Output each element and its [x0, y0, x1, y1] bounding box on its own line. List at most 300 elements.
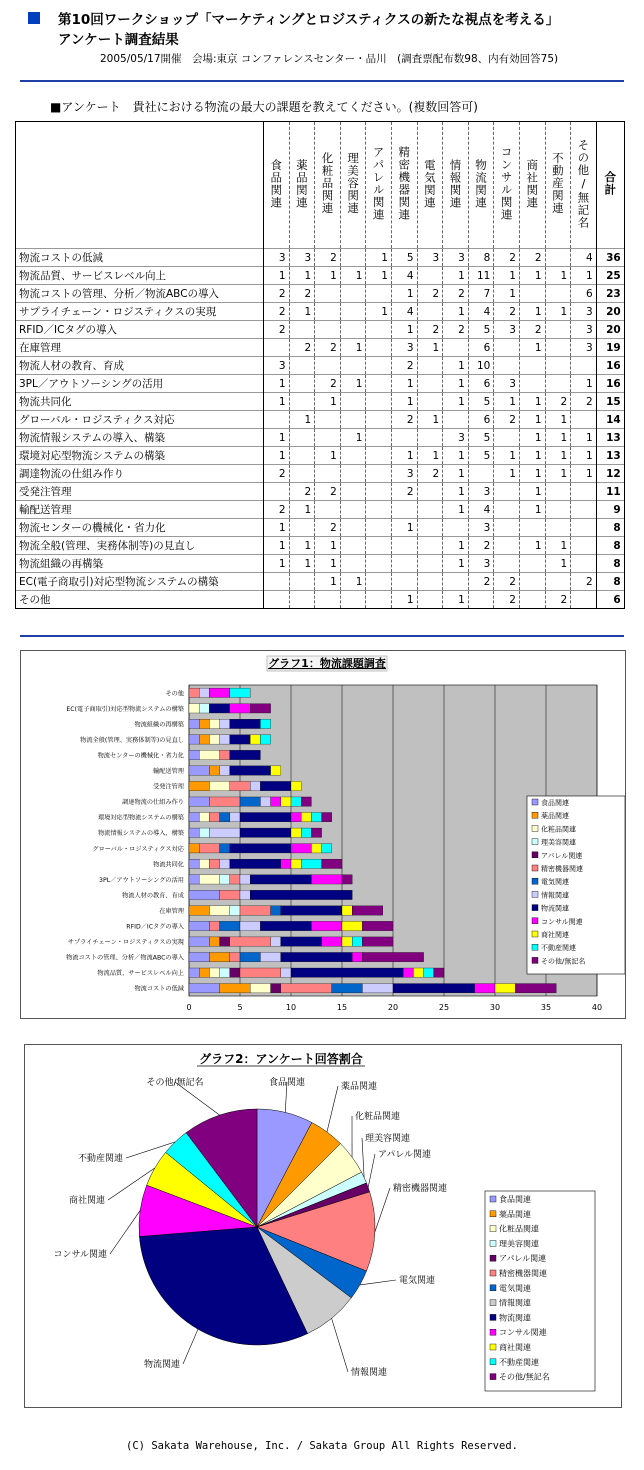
table-cell — [417, 591, 443, 609]
table-cell: 2 — [315, 519, 341, 537]
y-category-label: 環境対応型物流システムの構築 — [97, 814, 184, 822]
legend-swatch — [490, 1300, 496, 1306]
table-cell: 1 — [289, 267, 315, 285]
row-total: 20 — [596, 321, 624, 339]
table-cell — [315, 501, 341, 519]
bar-segment — [342, 937, 352, 946]
bar-segment — [352, 906, 383, 915]
table-cell — [545, 375, 571, 393]
bar-segment — [413, 968, 423, 977]
table-cell — [340, 555, 366, 573]
bar-segment — [189, 688, 199, 697]
table-cell: 1 — [443, 357, 469, 375]
table-cell: 1 — [519, 429, 545, 447]
table-cell: 1 — [340, 339, 366, 357]
table-cell — [289, 573, 315, 591]
bar-segment — [230, 968, 240, 977]
table-cell: 1 — [264, 537, 290, 555]
bar-segment — [281, 937, 322, 946]
table-cell: 2 — [519, 249, 545, 267]
legend-label: アパレル関連 — [499, 1254, 547, 1264]
slice-label: 不動産関連 — [77, 1154, 123, 1164]
table-cell — [340, 591, 366, 609]
table-cell — [264, 411, 290, 429]
bar-segment — [240, 828, 291, 837]
table-cell: 1 — [571, 375, 597, 393]
table-cell — [289, 591, 315, 609]
legend-label: その他/無記名 — [499, 1372, 550, 1382]
legend-swatch — [532, 852, 538, 858]
row-total: 6 — [596, 591, 624, 609]
table-cell: 1 — [519, 393, 545, 411]
table-cell — [366, 411, 392, 429]
bar-segment — [240, 921, 260, 930]
bar-segment — [220, 968, 230, 977]
table-cell: 1 — [340, 267, 366, 285]
table-cell — [315, 411, 341, 429]
slice-label: 食品関連 — [268, 1078, 306, 1088]
row-total: 12 — [596, 465, 624, 483]
legend-swatch — [490, 1240, 496, 1246]
bar-segment — [230, 813, 240, 822]
table-cell: 1 — [315, 447, 341, 465]
row-label: 物流情報システムの導入、構築 — [16, 429, 264, 447]
bar-segment — [220, 875, 230, 884]
legend-swatch — [532, 878, 538, 884]
bar-segment — [189, 813, 199, 822]
table-cell: 1 — [391, 285, 417, 303]
table-cell — [366, 483, 392, 501]
table-cell: 11 — [468, 267, 494, 285]
table-cell: 2 — [443, 285, 469, 303]
table-cell: 1 — [391, 393, 417, 411]
bar-segment — [271, 797, 281, 806]
bar-segment — [291, 844, 311, 853]
bar-segment — [311, 828, 321, 837]
bar-segment — [250, 890, 352, 899]
table-cell: 1 — [443, 375, 469, 393]
legend-label: 食品関連 — [541, 799, 569, 807]
table-row — [16, 267, 625, 285]
legend-swatch — [490, 1270, 496, 1276]
table-cell — [340, 249, 366, 267]
column-header-label: 不動産関連 — [550, 152, 565, 215]
table-cell — [519, 573, 545, 591]
bar-segment — [393, 984, 475, 993]
table-column-header — [571, 122, 597, 249]
bar-segment — [189, 859, 199, 868]
y-category-label: EC(電子商取引)対応型物流システムの構築 — [66, 705, 184, 713]
table-cell — [545, 339, 571, 357]
legend-swatch — [532, 891, 538, 897]
legend-label: 精密機器関連 — [541, 865, 583, 873]
row-label: 物流コストの低減 — [16, 249, 264, 267]
y-category-label: 物流コストの管理、分析／物流ABCの導入 — [66, 954, 184, 962]
x-tick-label: 40 — [591, 1003, 603, 1012]
table-cell — [545, 573, 571, 591]
bar-segment — [240, 952, 260, 961]
bar-segment — [199, 735, 209, 744]
bar-segment — [209, 688, 229, 697]
table-cell — [443, 411, 469, 429]
x-tick-label: 25 — [438, 1003, 450, 1012]
table-cell — [545, 501, 571, 519]
table-row — [16, 393, 625, 411]
table-cell: 2 — [468, 537, 494, 555]
table-cell: 3 — [289, 249, 315, 267]
bar-segment — [271, 766, 281, 775]
bar-segment — [281, 906, 342, 915]
table-cell — [494, 501, 520, 519]
bar-segment — [250, 875, 311, 884]
table-cell — [340, 537, 366, 555]
table-cell: 2 — [264, 321, 290, 339]
legend-label: 化粧品関連 — [499, 1224, 539, 1234]
table-cell: 1 — [545, 267, 571, 285]
table-cell: 2 — [545, 591, 571, 609]
y-category-label: 物流コストの低減 — [134, 985, 184, 993]
bar-segment — [199, 875, 219, 884]
table-cell — [571, 591, 597, 609]
legend-swatch — [532, 905, 538, 911]
legend-label: 電気関連 — [541, 878, 569, 887]
table-cell — [264, 573, 290, 591]
table-cell — [494, 519, 520, 537]
table-cell: 5 — [468, 321, 494, 339]
legend-swatch — [532, 931, 538, 937]
bar-segment — [362, 937, 393, 946]
legend-label: アパレル関連 — [541, 851, 583, 860]
x-tick-label: 10 — [285, 1003, 297, 1012]
table-cell: 1 — [494, 447, 520, 465]
table-cell: 1 — [494, 267, 520, 285]
bar-segment — [189, 875, 199, 884]
table-cell — [289, 321, 315, 339]
table-cell — [315, 357, 341, 375]
row-label: 環境対応型物流システムの構築 — [16, 447, 264, 465]
bar-segment — [240, 906, 271, 915]
table-cell: 2 — [571, 573, 597, 591]
legend-label: 不動産関連 — [499, 1357, 539, 1367]
row-label: 調達物流の仕組み作り — [16, 465, 264, 483]
table-cell: 2 — [264, 465, 290, 483]
bar-segment — [220, 890, 240, 899]
table-cell — [468, 591, 494, 609]
table-cell: 1 — [571, 267, 597, 285]
legend-label: 理美容関連 — [499, 1239, 539, 1249]
table-cell — [340, 411, 366, 429]
table-cell: 3 — [571, 321, 597, 339]
legend-label: 精密機器関連 — [499, 1269, 547, 1278]
leader-line — [368, 1154, 375, 1187]
table-cell: 3 — [391, 465, 417, 483]
table-cell — [366, 465, 392, 483]
row-total: 15 — [596, 393, 624, 411]
table-cell: 1 — [315, 555, 341, 573]
row-label: 物流センターの機械化・省力化 — [16, 519, 264, 537]
table-column-header — [443, 122, 469, 249]
table-cell — [519, 591, 545, 609]
table-cell — [366, 519, 392, 537]
x-tick-label: 35 — [540, 1003, 552, 1012]
row-label: 輸配送管理 — [16, 501, 264, 519]
bar-segment — [281, 984, 332, 993]
table-cell: 1 — [315, 267, 341, 285]
table-cell — [315, 285, 341, 303]
table-cell — [366, 429, 392, 447]
row-total: 23 — [596, 285, 624, 303]
table-cell: 3 — [571, 303, 597, 321]
y-category-label: その他 — [165, 690, 184, 698]
bar-segment — [220, 813, 230, 822]
table-cell — [289, 447, 315, 465]
table-row — [16, 285, 625, 303]
column-header-label: 電気関連 — [422, 158, 437, 209]
bar-segment — [189, 968, 199, 977]
bar-segment — [209, 952, 229, 961]
table-cell: 1 — [366, 303, 392, 321]
bar-segment — [362, 952, 423, 961]
bar-segment — [230, 781, 250, 790]
table-cell: 1 — [545, 465, 571, 483]
table-cell: 2 — [391, 357, 417, 375]
table-cell — [494, 555, 520, 573]
bar-segment — [189, 766, 209, 775]
slice-label: 化粧品関連 — [355, 1112, 401, 1122]
legend-label: 薬品関連 — [499, 1209, 531, 1219]
table-cell: 2 — [289, 483, 315, 501]
results-table — [15, 121, 625, 609]
table-cell: 1 — [519, 447, 545, 465]
table-cell: 1 — [443, 483, 469, 501]
bar-segment — [311, 813, 321, 822]
table-cell — [571, 411, 597, 429]
leader-line — [375, 1188, 390, 1232]
bar-segment — [515, 984, 556, 993]
chart1-title: グラフ1：物流課題調査 — [268, 657, 386, 670]
y-category-label: 物流共同化 — [153, 861, 184, 869]
bar-segment — [281, 952, 352, 961]
table-cell — [315, 465, 341, 483]
bar-segment — [230, 875, 240, 884]
table-cell: 1 — [545, 447, 571, 465]
table-cell — [340, 447, 366, 465]
table-cell: 1 — [571, 429, 597, 447]
table-cell: 3 — [443, 249, 469, 267]
table-cell: 3 — [264, 249, 290, 267]
table-cell — [366, 339, 392, 357]
legend-label: その他/無記名 — [541, 957, 586, 966]
row-label: 物流品質、サービスレベル向上 — [16, 267, 264, 285]
bar-segment — [260, 797, 270, 806]
bar-segment — [271, 984, 281, 993]
table-cell: 2 — [264, 285, 290, 303]
bar-segment — [220, 921, 240, 930]
table-column-header — [417, 122, 443, 249]
table-cell — [417, 429, 443, 447]
bar-segment — [209, 906, 229, 915]
table-cell — [289, 429, 315, 447]
bar-segment — [301, 797, 311, 806]
legend-label: 商社関連 — [541, 931, 569, 939]
chart2-svg — [25, 1045, 621, 1407]
bar-segment — [230, 719, 261, 728]
legend-swatch — [532, 865, 538, 871]
table-cell: 2 — [494, 249, 520, 267]
bar-segment — [189, 952, 209, 961]
bar-segment — [209, 704, 229, 713]
bar-segment — [301, 859, 321, 868]
table-cell: 4 — [391, 267, 417, 285]
table-cell: 3 — [468, 483, 494, 501]
table-cell: 1 — [264, 519, 290, 537]
table-cell: 2 — [494, 411, 520, 429]
row-label: サプライチェーン・ロジスティクスの実現 — [16, 303, 264, 321]
bar-segment — [209, 859, 219, 868]
table-cell: 1 — [519, 411, 545, 429]
bar-segment — [199, 844, 219, 853]
table-cell: 2 — [315, 249, 341, 267]
bar-segment — [301, 828, 311, 837]
table-cell — [443, 339, 469, 357]
y-category-label: 輸配送管理 — [153, 768, 184, 776]
bar-segment — [250, 704, 270, 713]
question-text: ■アンケート 貴社における物流の最大の課題を教えてください。(複数回答可) — [50, 100, 478, 114]
table-cell: 1 — [494, 285, 520, 303]
table-row — [16, 447, 625, 465]
table-cell — [545, 483, 571, 501]
legend-swatch — [532, 839, 538, 845]
table-cell — [443, 519, 469, 537]
bar-segment — [495, 984, 515, 993]
legend-swatch — [490, 1226, 496, 1232]
bar-segment — [199, 719, 209, 728]
bar-segment — [322, 844, 332, 853]
bar-segment — [209, 968, 219, 977]
bar-segment — [240, 968, 281, 977]
bar-segment — [250, 781, 260, 790]
table-row — [16, 339, 625, 357]
row-total: 13 — [596, 447, 624, 465]
table-cell — [391, 537, 417, 555]
table-cell: 3 — [443, 429, 469, 447]
table-cell: 1 — [315, 537, 341, 555]
bar-segment — [220, 766, 230, 775]
bar-segment — [220, 735, 230, 744]
table-cell — [289, 375, 315, 393]
legend-label: 薬品関連 — [541, 812, 569, 821]
slice-label: 精密機器関連 — [393, 1184, 448, 1194]
table-row — [16, 465, 625, 483]
table-cell — [366, 375, 392, 393]
bar-segment — [230, 750, 261, 759]
bar-segment — [291, 859, 301, 868]
bar-segment — [250, 735, 260, 744]
table-cell — [519, 375, 545, 393]
table-cell: 1 — [417, 411, 443, 429]
table-cell — [264, 483, 290, 501]
table-cell — [417, 303, 443, 321]
column-header-label: 食品関連 — [269, 158, 284, 209]
table-cell — [571, 519, 597, 537]
table-column-header — [264, 122, 290, 249]
bar-segment — [403, 968, 413, 977]
bar-segment — [240, 813, 291, 822]
row-label: その他 — [16, 591, 264, 609]
row-label: 在庫管理 — [16, 339, 264, 357]
bar-segment — [199, 750, 219, 759]
y-category-label: 物流人材の教育、育成 — [122, 892, 184, 900]
bar-segment — [220, 750, 230, 759]
table-cell: 1 — [289, 555, 315, 573]
table-cell: 1 — [264, 375, 290, 393]
table-cell — [315, 303, 341, 321]
bar-segment — [475, 984, 495, 993]
bar-segment — [230, 735, 250, 744]
legend-swatch — [532, 944, 538, 950]
row-total: 14 — [596, 411, 624, 429]
table-cell: 1 — [289, 501, 315, 519]
copyright-footer: (C) Sakata Warehouse, Inc. / Sakata Group All Rights Reserved. — [126, 1440, 518, 1452]
table-cell — [571, 483, 597, 501]
table-row — [16, 537, 625, 555]
table-row — [16, 483, 625, 501]
bar-segment — [189, 890, 220, 899]
table-cell: 2 — [571, 393, 597, 411]
table-cell — [571, 537, 597, 555]
x-tick-label: 15 — [336, 1003, 348, 1012]
table-cell — [519, 519, 545, 537]
row-total: 11 — [596, 483, 624, 501]
legend-swatch — [490, 1374, 496, 1380]
table-cell — [289, 465, 315, 483]
column-header-label: アパレル関連 — [371, 146, 386, 221]
table-cell: 4 — [468, 303, 494, 321]
row-label: 物流共同化 — [16, 393, 264, 411]
table-cell — [315, 591, 341, 609]
table-cell: 6 — [468, 411, 494, 429]
table-cell — [340, 501, 366, 519]
slice-label: 薬品関連 — [341, 1082, 378, 1092]
slice-label: その他/無記名 — [146, 1078, 204, 1088]
table-cell — [340, 393, 366, 411]
legend-swatch — [490, 1285, 496, 1291]
bar-segment — [342, 906, 352, 915]
legend-label: 不動産関連 — [541, 944, 576, 953]
row-total: 25 — [596, 267, 624, 285]
table-cell — [571, 555, 597, 573]
table-cell — [571, 357, 597, 375]
table-cell — [366, 573, 392, 591]
table-row — [16, 591, 625, 609]
table-cell: 1 — [494, 465, 520, 483]
table-cell — [366, 537, 392, 555]
bar-segment — [189, 937, 209, 946]
bar-segment — [230, 937, 271, 946]
leader-line — [110, 1210, 140, 1254]
bar-segment — [230, 906, 240, 915]
table-cell: 1 — [315, 573, 341, 591]
event-meta: 2005/05/17開催 会場:東京 コンファレンスセンター・品川 (調査票配布数98、内有効回答75) — [100, 53, 559, 65]
bar-segment — [230, 859, 281, 868]
y-category-label: RFID／ICタグの導入 — [126, 923, 184, 931]
bar-segment — [291, 781, 301, 790]
bar-segment — [271, 906, 281, 915]
column-header-label: その他/無記名 — [576, 138, 591, 229]
row-total: 16 — [596, 375, 624, 393]
bar-segment — [189, 797, 209, 806]
bar-segment — [199, 813, 209, 822]
